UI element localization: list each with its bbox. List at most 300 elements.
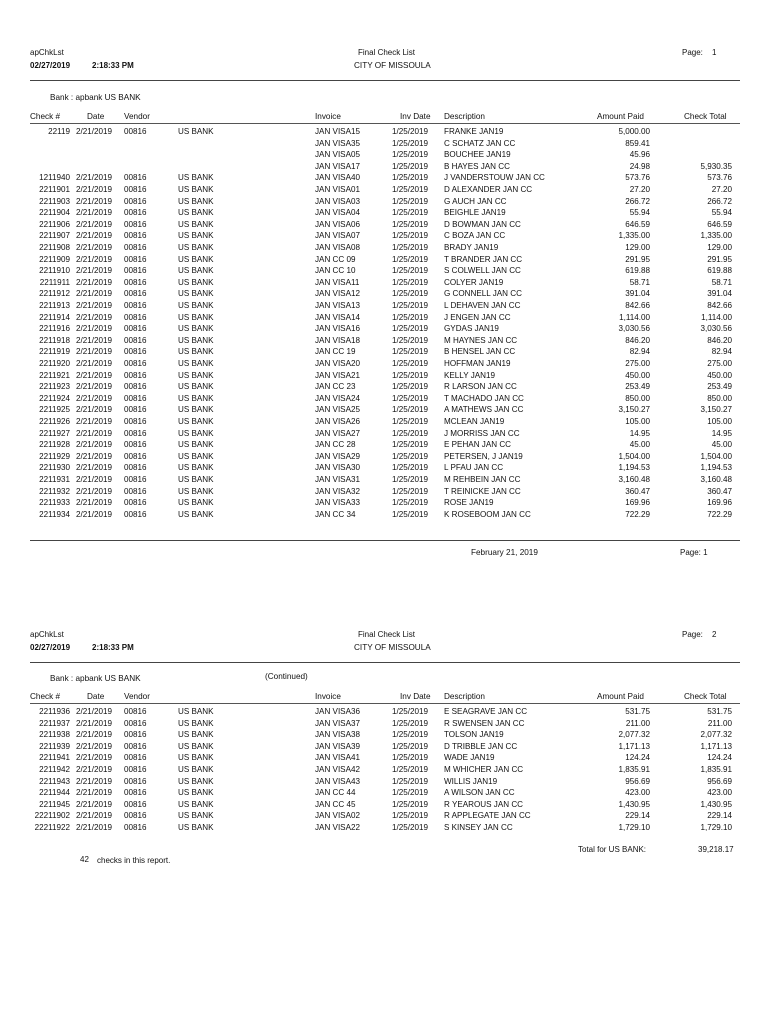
col-inv-date: Inv Date (400, 692, 431, 701)
check-date: 2/21/2019 (76, 405, 113, 415)
amount-paid: 229.14 (625, 811, 650, 821)
vendor-name: US BANK (178, 718, 214, 728)
check-date: 2/21/2019 (76, 718, 113, 728)
amount-paid: 3,030.56 (618, 324, 650, 334)
check-date: 2/21/2019 (76, 475, 113, 484)
check-total: 1,335.00 (700, 231, 732, 241)
print-date: 02/27/2019 (30, 61, 71, 70)
invoice-number: JAN VISA04 (315, 208, 360, 218)
vendor-id: 00816 (124, 266, 147, 276)
table-row (0, 799, 768, 811)
vendor-name: US BANK (178, 428, 214, 438)
invoice-date: 1/25/2019 (392, 475, 429, 484)
vendor-id: 00816 (124, 486, 147, 496)
description: S COLWELL JAN CC (444, 266, 521, 276)
invoice-date: 1/25/2019 (392, 231, 429, 241)
report-name: apChkLst (30, 48, 64, 57)
vendor-id: 00816 (124, 243, 147, 252)
check-date: 2/21/2019 (76, 788, 113, 798)
invoice-number: JAN CC 45 (315, 799, 356, 809)
amount-paid: 27.20 (629, 185, 650, 194)
vendor-id: 00816 (124, 765, 147, 774)
table-row (0, 265, 768, 277)
bank-total-value: 39,218.17 (698, 845, 734, 854)
invoice-number: JAN CC 19 (315, 347, 356, 357)
invoice-date: 1/25/2019 (392, 277, 429, 287)
invoice-number: JAN VISA06 (315, 219, 360, 229)
check-total: 573.76 (707, 173, 732, 183)
vendor-id: 00816 (124, 718, 147, 728)
check-total: 275.00 (707, 359, 732, 368)
vendor-name: US BANK (178, 289, 214, 299)
check-number: 22211922 (34, 823, 70, 832)
check-number: 2211936 (39, 707, 70, 716)
table-row (0, 764, 768, 776)
print-time: 2:18:33 PM (92, 61, 134, 70)
table-row (0, 254, 768, 266)
table-row (0, 404, 768, 416)
check-date: 2/21/2019 (76, 370, 113, 380)
vendor-id: 00816 (124, 428, 147, 438)
vendor-name: US BANK (178, 440, 214, 450)
invoice-number: JAN CC 44 (315, 788, 356, 798)
check-date: 2/21/2019 (76, 347, 113, 357)
amount-paid: 45.96 (629, 150, 650, 160)
check-number: 2211913 (39, 301, 70, 310)
col-vendor: Vendor (124, 692, 150, 701)
column-divider (30, 703, 740, 704)
vendor-name: US BANK (178, 359, 214, 368)
col-vendor: Vendor (124, 112, 150, 121)
invoice-date: 1/25/2019 (392, 707, 429, 716)
col-check: Check # (30, 112, 61, 121)
description: G CONNELL JAN CC (444, 289, 522, 299)
invoice-number: JAN CC 09 (315, 254, 356, 264)
description: R SWENSEN JAN CC (444, 718, 525, 728)
check-count: 42 (80, 855, 89, 864)
check-number: 2211943 (39, 776, 70, 786)
check-total: 253.49 (707, 382, 732, 392)
check-total: 3,150.27 (700, 405, 732, 415)
invoice-number: JAN VISA20 (315, 359, 360, 368)
check-total: 45.00 (711, 440, 732, 450)
amount-paid: 573.76 (625, 173, 650, 183)
check-date: 2/21/2019 (76, 301, 113, 310)
invoice-date: 1/25/2019 (392, 741, 429, 751)
check-number: 2211941 (39, 753, 70, 763)
description: GYDAS JAN19 (444, 324, 499, 334)
check-number: 2211929 (39, 451, 70, 461)
invoice-number: JAN VISA01 (315, 185, 360, 194)
vendor-name: US BANK (178, 788, 214, 798)
table-row (0, 509, 768, 521)
vendor-name: US BANK (178, 324, 214, 334)
amount-paid: 646.59 (625, 219, 650, 229)
col-amount: Amount Paid (597, 112, 644, 121)
table-row (0, 776, 768, 788)
table-row (0, 149, 768, 161)
header-divider (30, 662, 740, 663)
check-number: 2211921 (39, 370, 70, 380)
check-date: 2/21/2019 (76, 185, 113, 194)
org-name: CITY OF MISSOULA (354, 61, 431, 70)
table-row (0, 497, 768, 509)
check-date: 2/21/2019 (76, 393, 113, 403)
table-row (0, 161, 768, 173)
description: COLYER JAN19 (444, 277, 504, 287)
invoice-date: 1/25/2019 (392, 359, 429, 368)
table-row (0, 300, 768, 312)
vendor-name: US BANK (178, 347, 214, 357)
invoice-date: 1/25/2019 (392, 312, 429, 322)
vendor-name: US BANK (178, 382, 214, 392)
amount-paid: 360.47 (625, 486, 650, 496)
amount-paid: 3,160.48 (618, 475, 650, 484)
table-row (0, 370, 768, 382)
check-date: 2/21/2019 (76, 463, 113, 473)
invoice-date: 1/25/2019 (392, 324, 429, 334)
vendor-id: 00816 (124, 185, 147, 194)
description: BRADY JAN19 (444, 243, 499, 252)
col-total: Check Total (684, 692, 727, 701)
amount-paid: 169.96 (625, 498, 650, 508)
invoice-number: JAN VISA03 (315, 196, 360, 206)
table-row (0, 230, 768, 242)
invoice-number: JAN VISA30 (315, 463, 360, 473)
vendor-name: US BANK (178, 254, 214, 264)
check-date: 2/21/2019 (76, 440, 113, 450)
amount-paid: 842.66 (625, 301, 650, 310)
invoice-date: 1/25/2019 (392, 196, 429, 206)
vendor-name: US BANK (178, 185, 214, 194)
invoice-number: JAN VISA26 (315, 417, 360, 426)
description: TOLSON JAN19 (444, 730, 504, 740)
vendor-id: 00816 (124, 475, 147, 484)
col-invoice: Invoice (315, 112, 341, 121)
table-row (0, 439, 768, 451)
check-number: 2211937 (39, 718, 70, 728)
vendor-id: 00816 (124, 730, 147, 740)
invoice-number: JAN VISA32 (315, 486, 360, 496)
description: M REHBEIN JAN CC (444, 475, 521, 484)
amount-paid: 531.75 (625, 707, 650, 716)
check-date: 2/21/2019 (76, 266, 113, 276)
vendor-name: US BANK (178, 127, 214, 136)
invoice-date: 1/25/2019 (392, 417, 429, 426)
invoice-number: JAN VISA21 (315, 370, 360, 380)
bank-line: Bank : apbank US BANK (50, 674, 141, 683)
description: D TRIBBLE JAN CC (444, 741, 518, 751)
amount-paid: 859.41 (625, 138, 650, 148)
amount-paid: 391.04 (625, 289, 650, 299)
check-total: 450.00 (707, 370, 732, 380)
amount-paid: 275.00 (625, 359, 650, 368)
check-date: 2/21/2019 (76, 730, 113, 740)
invoice-date: 1/25/2019 (392, 440, 429, 450)
invoice-number: JAN CC 34 (315, 509, 356, 519)
invoice-date: 1/25/2019 (392, 811, 429, 821)
invoice-date: 1/25/2019 (392, 254, 429, 264)
vendor-name: US BANK (178, 463, 214, 473)
amount-paid: 850.00 (625, 393, 650, 403)
header-divider (30, 80, 740, 81)
table-row (0, 277, 768, 289)
invoice-number: JAN VISA07 (315, 231, 360, 241)
description: WILLIS JAN19 (444, 776, 498, 786)
check-number: 2211907 (39, 231, 70, 241)
check-total: 1,114.00 (701, 312, 732, 322)
vendor-name: US BANK (178, 498, 214, 508)
check-total: 842.66 (707, 301, 732, 310)
check-date: 2/21/2019 (76, 127, 113, 136)
check-date: 2/21/2019 (76, 486, 113, 496)
amount-paid: 266.72 (625, 196, 650, 206)
table-row (0, 126, 768, 138)
vendor-id: 00816 (124, 405, 147, 415)
description: S KINSEY JAN CC (444, 823, 513, 832)
check-total: 55.94 (711, 208, 732, 218)
description: BOUCHEE JAN19 (444, 150, 511, 160)
invoice-number: JAN VISA29 (315, 451, 360, 461)
vendor-id: 00816 (124, 324, 147, 334)
vendor-name: US BANK (178, 799, 214, 809)
invoice-date: 1/25/2019 (392, 243, 429, 252)
vendor-name: US BANK (178, 811, 214, 821)
description: G AUCH JAN CC (444, 196, 507, 206)
check-total: 1,729.10 (700, 823, 732, 832)
check-number: 2211919 (39, 347, 70, 357)
vendor-id: 00816 (124, 127, 147, 136)
vendor-id: 00816 (124, 707, 147, 716)
vendor-name: US BANK (178, 312, 214, 322)
vendor-id: 00816 (124, 498, 147, 508)
check-total: 5,930.35 (700, 161, 732, 171)
check-date: 2/21/2019 (76, 707, 113, 716)
vendor-id: 00816 (124, 277, 147, 287)
vendor-id: 00816 (124, 823, 147, 832)
invoice-number: JAN VISA17 (315, 161, 360, 171)
check-date: 2/21/2019 (76, 335, 113, 345)
invoice-number: JAN VISA41 (315, 753, 360, 763)
amount-paid: 291.95 (625, 254, 650, 264)
vendor-name: US BANK (178, 776, 214, 786)
description: T MACHADO JAN CC (444, 393, 524, 403)
check-number: 2211931 (39, 475, 70, 484)
check-count-label: checks in this report. (97, 856, 171, 865)
check-number: 2211906 (39, 219, 70, 229)
table-row (0, 381, 768, 393)
invoice-date: 1/25/2019 (392, 486, 429, 496)
bank-line: Bank : apbank US BANK (50, 93, 141, 102)
description: D ALEXANDER JAN CC (444, 185, 533, 194)
table-row (0, 810, 768, 822)
column-divider (30, 123, 740, 124)
check-number: 2211944 (39, 788, 70, 798)
vendor-name: US BANK (178, 765, 214, 774)
description: HOFFMAN JAN19 (444, 359, 511, 368)
invoice-date: 1/25/2019 (392, 347, 429, 357)
col-date: Date (87, 692, 105, 701)
amount-paid: 5,000.00 (618, 127, 650, 136)
invoice-date: 1/25/2019 (392, 428, 429, 438)
table-row (0, 335, 768, 347)
check-total: 124.24 (707, 753, 732, 763)
table-row (0, 288, 768, 300)
description: L PFAU JAN CC (444, 463, 504, 473)
vendor-id: 00816 (124, 254, 147, 264)
description: J MORRISS JAN CC (444, 428, 520, 438)
vendor-id: 00816 (124, 776, 147, 786)
amount-paid: 3,150.27 (618, 405, 650, 415)
table-row (0, 462, 768, 474)
description: J ENGEN JAN CC (444, 312, 511, 322)
invoice-date: 1/25/2019 (392, 451, 429, 461)
amount-paid: 82.94 (629, 347, 650, 357)
col-inv-date: Inv Date (400, 112, 431, 121)
invoice-date: 1/25/2019 (392, 127, 429, 136)
amount-paid: 1,335.00 (618, 231, 650, 241)
invoice-date: 1/25/2019 (392, 301, 429, 310)
vendor-name: US BANK (178, 277, 214, 287)
table-row (0, 207, 768, 219)
check-number: 2211938 (39, 730, 70, 740)
amount-paid: 129.00 (625, 243, 650, 252)
description: BEIGHLE JAN19 (444, 208, 506, 218)
check-total: 1,835.91 (700, 765, 732, 774)
table-row (0, 172, 768, 184)
amount-paid: 722.29 (625, 509, 650, 519)
vendor-id: 00816 (124, 451, 147, 461)
vendor-id: 00816 (124, 301, 147, 310)
invoice-number: JAN CC 28 (315, 440, 356, 450)
check-total: 82.94 (711, 347, 732, 357)
amount-paid: 58.71 (629, 277, 650, 287)
invoice-number: JAN VISA31 (315, 475, 360, 484)
check-date: 2/21/2019 (76, 451, 113, 461)
continued-label: (Continued) (265, 672, 308, 681)
check-number: 2211926 (39, 417, 70, 426)
vendor-name: US BANK (178, 730, 214, 740)
table-row (0, 741, 768, 753)
report-title: Final Check List (358, 630, 415, 639)
bank-total-label: Total for US BANK: (578, 845, 647, 854)
vendor-id: 00816 (124, 347, 147, 357)
invoice-date: 1/25/2019 (392, 185, 429, 194)
vendor-name: US BANK (178, 475, 214, 484)
vendor-name: US BANK (178, 243, 214, 252)
page-number: 2 (712, 630, 717, 639)
vendor-id: 00816 (124, 509, 147, 519)
amount-paid: 1,504.00 (618, 451, 650, 461)
check-date: 2/21/2019 (76, 811, 113, 821)
invoice-number: JAN VISA08 (315, 243, 360, 252)
check-number: 2211942 (39, 765, 70, 774)
vendor-id: 00816 (124, 753, 147, 763)
invoice-date: 1/25/2019 (392, 730, 429, 740)
vendor-id: 00816 (124, 335, 147, 345)
check-total: 105.00 (707, 417, 732, 426)
col-amount: Amount Paid (597, 692, 644, 701)
table-row (0, 184, 768, 196)
check-total: 423.00 (707, 788, 732, 798)
check-date: 2/21/2019 (76, 196, 113, 206)
check-total: 27.20 (711, 185, 732, 194)
invoice-date: 1/25/2019 (392, 161, 429, 171)
vendor-id: 00816 (124, 393, 147, 403)
invoice-number: JAN VISA39 (315, 741, 360, 751)
vendor-name: US BANK (178, 266, 214, 276)
description: C BOZA JAN CC (444, 231, 506, 241)
vendor-id: 00816 (124, 219, 147, 229)
description: B HENSEL JAN CC (444, 347, 516, 357)
amount-paid: 45.00 (629, 440, 650, 450)
check-number: 22119 (48, 127, 70, 136)
description: A MATHEWS JAN CC (444, 405, 524, 415)
invoice-date: 1/25/2019 (392, 382, 429, 392)
vendor-id: 00816 (124, 799, 147, 809)
table-row (0, 323, 768, 335)
vendor-name: US BANK (178, 823, 214, 832)
check-total: 1,194.53 (700, 463, 732, 473)
check-number: 2211930 (39, 463, 70, 473)
check-date: 2/21/2019 (76, 219, 113, 229)
check-total: 360.47 (707, 486, 732, 496)
invoice-number: JAN VISA16 (315, 324, 360, 334)
description: C SCHATZ JAN CC (444, 138, 516, 148)
amount-paid: 956.69 (625, 776, 650, 786)
table-row (0, 416, 768, 428)
description: R YEAROUS JAN CC (444, 799, 524, 809)
invoice-date: 1/25/2019 (392, 765, 429, 774)
check-date: 2/21/2019 (76, 208, 113, 218)
col-check: Check # (30, 692, 61, 701)
check-date: 2/21/2019 (76, 289, 113, 299)
description: MCLEAN JAN19 (444, 417, 505, 426)
vendor-name: US BANK (178, 219, 214, 229)
description: T BRANDER JAN CC (444, 254, 523, 264)
invoice-number: JAN VISA38 (315, 730, 360, 740)
amount-paid: 1,114.00 (619, 312, 650, 322)
vendor-name: US BANK (178, 486, 214, 496)
amount-paid: 105.00 (625, 417, 650, 426)
vendor-id: 00816 (124, 370, 147, 380)
table-row (0, 718, 768, 730)
amount-paid: 1,430.95 (618, 799, 650, 809)
check-number: 2211914 (39, 312, 70, 322)
check-date: 2/21/2019 (76, 776, 113, 786)
col-description: Description (444, 112, 485, 121)
invoice-number: JAN VISA27 (315, 428, 360, 438)
invoice-date: 1/25/2019 (392, 509, 429, 519)
vendor-id: 00816 (124, 173, 147, 183)
invoice-date: 1/25/2019 (392, 799, 429, 809)
check-date: 2/21/2019 (76, 741, 113, 751)
check-number: 2211923 (39, 382, 70, 392)
vendor-id: 00816 (124, 231, 147, 241)
check-number: 22211902 (34, 811, 70, 821)
invoice-number: JAN VISA05 (315, 150, 360, 160)
check-number: 2211911 (39, 277, 70, 287)
amount-paid: 14.95 (629, 428, 650, 438)
amount-paid: 1,729.10 (618, 823, 650, 832)
check-total: 1,430.95 (700, 799, 732, 809)
vendor-id: 00816 (124, 811, 147, 821)
amount-paid: 253.49 (625, 382, 650, 392)
check-number: 1211940 (39, 173, 70, 183)
check-date: 2/21/2019 (76, 428, 113, 438)
invoice-number: JAN VISA42 (315, 765, 360, 774)
vendor-name: US BANK (178, 231, 214, 241)
